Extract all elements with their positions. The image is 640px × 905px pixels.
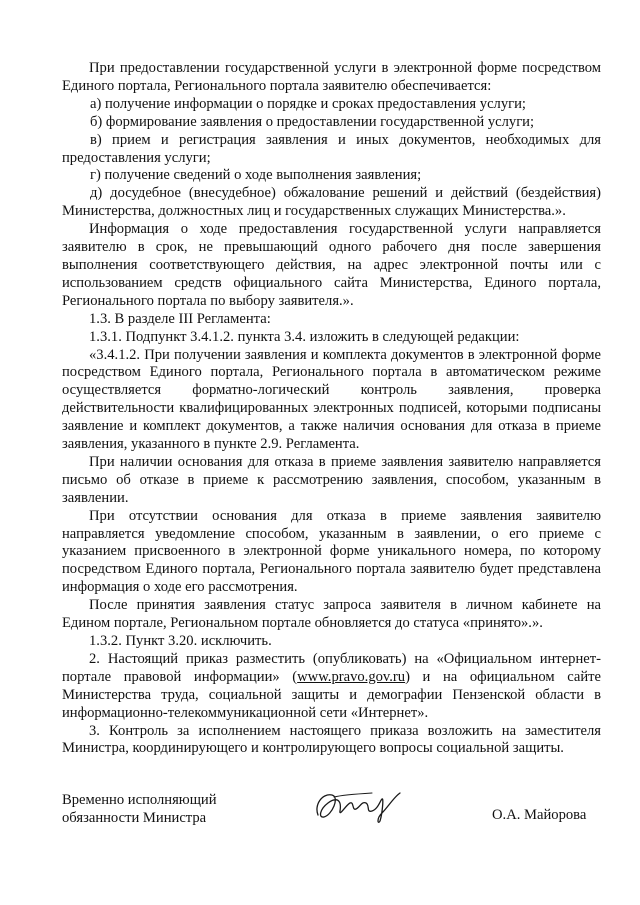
paragraph-publish bbox=[62, 651, 601, 723]
position-line-2: обязанности Министра bbox=[62, 810, 207, 826]
paragraph-control: 3. Контроль за исполнением настоящего приказа возложить на заместителя Министра, координирующего и контролирующего вопросы социальной защиты. bbox=[62, 722, 601, 757]
list-item-v: в) прием и регистрация заявления и иных документов, необходимых для предоставления услуги; bbox=[62, 131, 601, 166]
signatory-name: О.А. Майорова bbox=[492, 807, 587, 823]
paragraph-1-3-1: 1.3.1. Подпункт 3.4.1.2. пункта 3.4. изложить в следующей редакции: bbox=[89, 328, 520, 345]
paragraph-refusal: При наличии основания для отказа в приеме заявления заявителю направляется письмо об отказе в приеме к рассмотрению заявления, способом, указанным в заявлении. bbox=[62, 453, 601, 506]
position-line-1: Временно исполняющий bbox=[62, 792, 217, 808]
document-body bbox=[62, 60, 601, 758]
list-item-d: д) досудебное (внесудебное) обжалование решений и действий (бездействия) Министерства, должностных лиц и государственных служащих Министерства.». bbox=[62, 185, 601, 220]
publish-text-after: ) и на официальном сайте Министерства труда, социальной защиты и демографии Пензенской области в информационно-телекоммуникационной сети «Интернет». bbox=[62, 668, 602, 721]
paragraph-intro: При предоставлении государственной услуги в электронной форме посредством Единого портала, Регионального портала заявителю обеспечивается: bbox=[62, 60, 601, 94]
paragraph-status: После принятия заявления статус запроса заявителя в личном кабинете на Едином портале, Региональном портале обновляется до статуса «принято».». bbox=[62, 597, 601, 632]
handwritten-signature bbox=[312, 785, 404, 825]
paragraph-info: Информация о ходе предоставления государственной услуги направляется заявителю в срок, не превышающий одного рабочего дня после завершения выполнения соответствующего действия, на адрес электронной почты или с использованием средств официального сайта Министерства, Единого портала, Регионального портала по выбору заявителя.». bbox=[62, 221, 601, 309]
list-item-a: а) получение информации о порядке и сроках предоставления услуги; bbox=[90, 95, 526, 112]
paragraph-3-4-1-2: «3.4.1.2. При получении заявления и комплекта документов в электронной форме посредством Единого портала, Регионального портала в автоматическом режиме осуществляется форматно-логический контроль заявления, проверка действительности квалифицированных электронных подписей, которыми подписаны заявление и комплект документов, а также наличия основания для отказа в приеме заявления, указанного в пункте 2.9. Регламента. bbox=[62, 346, 601, 453]
paragraph-1-3: 1.3. В разделе III Регламента: bbox=[89, 310, 271, 327]
paragraph-acceptance: При отсутствии основания для отказа в приеме заявления заявителю направляется уведомление способом, указанным в заявлении, о его приеме с указанием присвоенного в электронной форме уникального номера, по которому посредством Единого портала, Регионального портала заявителю будет представлена информация о ходе его рассмотрения. bbox=[62, 507, 601, 596]
paragraph-1-3-2: 1.3.2. Пункт 3.20. исключить. bbox=[89, 633, 272, 649]
signatory-position bbox=[62, 791, 217, 827]
pravo-link[interactable]: www.pravo.gov.ru bbox=[297, 668, 406, 685]
publish-text-before: 2. Настоящий приказ разместить (опубликовать) на «Официальном интернет-портале правовой информации» ( bbox=[62, 650, 601, 685]
list-item-g: г) получение сведений о ходе выполнения заявления; bbox=[90, 167, 422, 184]
list-item-b: б) формирование заявления о предоставлении государственной услуги; bbox=[90, 113, 535, 130]
